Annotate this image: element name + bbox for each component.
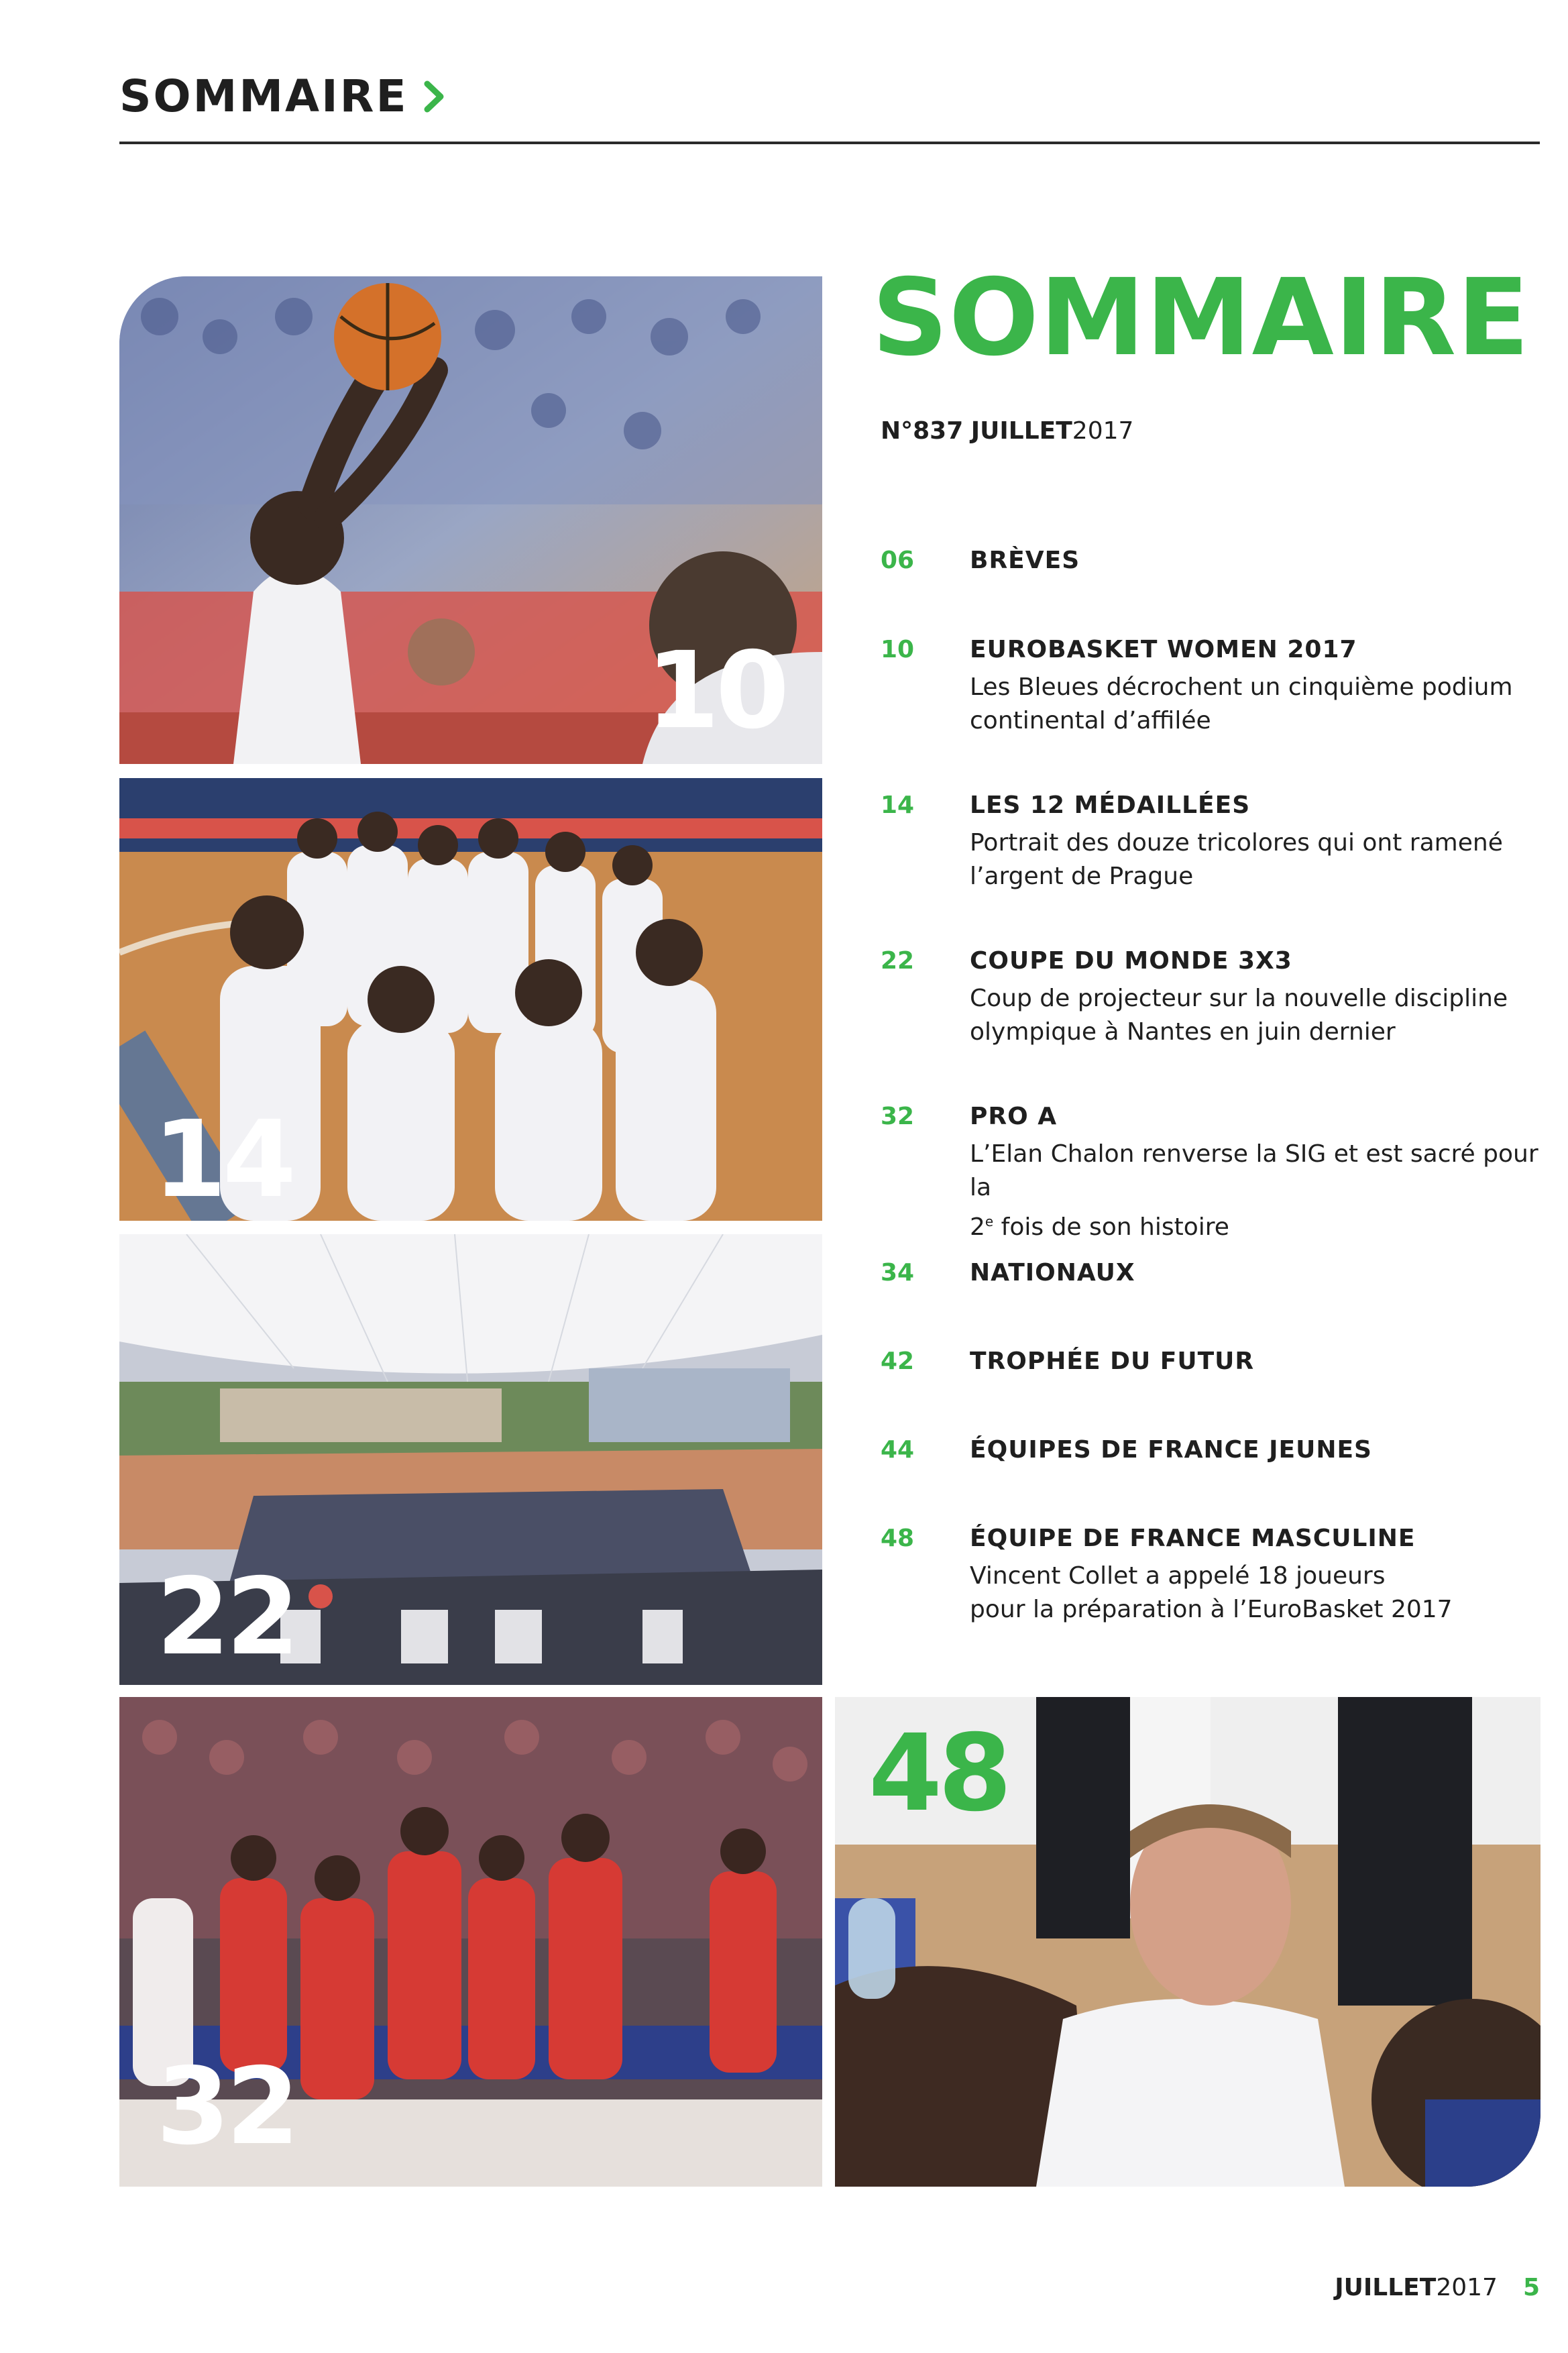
header-title: SOMMAIRE xyxy=(119,70,408,122)
issue-year: 2017 xyxy=(1072,417,1134,445)
toc-page: 06 xyxy=(881,547,915,574)
toc-description xyxy=(970,671,1560,738)
section-number-10: 10 xyxy=(646,629,785,753)
toc-page: 22 xyxy=(881,947,915,975)
issue-month: JUILLET xyxy=(970,417,1072,445)
toc-desc-superscript: e xyxy=(985,1213,994,1229)
toc-title: ÉQUIPES DE FRANCE JEUNES xyxy=(970,1436,1372,1464)
page-footer xyxy=(1335,2274,1540,2301)
toc-description xyxy=(970,982,1560,1049)
toc-description xyxy=(970,1559,1560,1627)
toc-desc-line: fois de son histoire xyxy=(993,1213,1229,1241)
page-header xyxy=(119,70,446,122)
photo-3x3-arena xyxy=(119,1234,822,1685)
toc-description xyxy=(970,826,1560,893)
toc-title: TROPHÉE DU FUTUR xyxy=(970,1348,1255,1375)
toc-desc-line: pour la préparation à l’EuroBasket 2017 xyxy=(970,1596,1453,1623)
toc-desc-line: 2 xyxy=(970,1213,985,1241)
section-number-14: 14 xyxy=(153,1098,292,1221)
toc-desc-line: Portrait des douze tricolores qui ont ramené xyxy=(970,829,1503,857)
toc-desc-line: continental d’affilée xyxy=(970,707,1211,734)
photo-chalon-team xyxy=(119,1697,822,2187)
photo-team-huddle xyxy=(119,778,822,1221)
toc-desc-line: Les Bleues décrochent un cinquième podium xyxy=(970,673,1513,701)
toc-desc-line: l’argent de Prague xyxy=(970,863,1194,890)
issue-line xyxy=(881,417,1133,445)
toc-page: 48 xyxy=(881,1525,915,1552)
toc-title: NATIONAUX xyxy=(970,1259,1135,1287)
toc-title: EUROBASKET WOMEN 2017 xyxy=(970,636,1357,663)
page-title: SOMMAIRE xyxy=(872,256,1530,380)
photo-eurobasket-shooter xyxy=(119,276,822,764)
section-number-48: 48 xyxy=(869,1712,1008,1835)
footer-month: JUILLET xyxy=(1335,2274,1437,2301)
toc-page: 34 xyxy=(881,1259,915,1287)
section-number-32: 32 xyxy=(156,2045,296,2169)
chevron-right-icon xyxy=(423,80,446,113)
header-rule xyxy=(119,142,1540,144)
toc-title: BRÈVES xyxy=(970,547,1080,574)
toc-desc-line: Coup de projecteur sur la nouvelle discipline xyxy=(970,985,1508,1012)
toc-desc-line: L’Elan Chalon renverse la SIG et est sacré pour la xyxy=(970,1140,1538,1201)
toc-page: 14 xyxy=(881,791,915,819)
toc-description xyxy=(970,1138,1560,1244)
section-number-22: 22 xyxy=(156,1555,296,1679)
toc-title: COUPE DU MONDE 3X3 xyxy=(970,947,1292,975)
toc-desc-line: Vincent Collet a appelé 18 joueurs xyxy=(970,1562,1386,1590)
toc-desc-line: olympique à Nantes en juin dernier xyxy=(970,1018,1396,1046)
toc-title: PRO A xyxy=(970,1103,1058,1130)
toc-page: 44 xyxy=(881,1436,915,1464)
toc-title: LES 12 MÉDAILLÉES xyxy=(970,791,1251,819)
footer-year: 2017 xyxy=(1436,2274,1498,2301)
photo-coach-collet xyxy=(835,1697,1541,2187)
toc-page: 32 xyxy=(881,1103,915,1130)
page-number: 5 xyxy=(1522,2274,1540,2301)
toc-page: 42 xyxy=(881,1348,915,1375)
toc-page: 10 xyxy=(881,636,915,663)
issue-number: N°837 xyxy=(881,417,964,445)
toc-title: ÉQUIPE DE FRANCE MASCULINE xyxy=(970,1525,1416,1552)
